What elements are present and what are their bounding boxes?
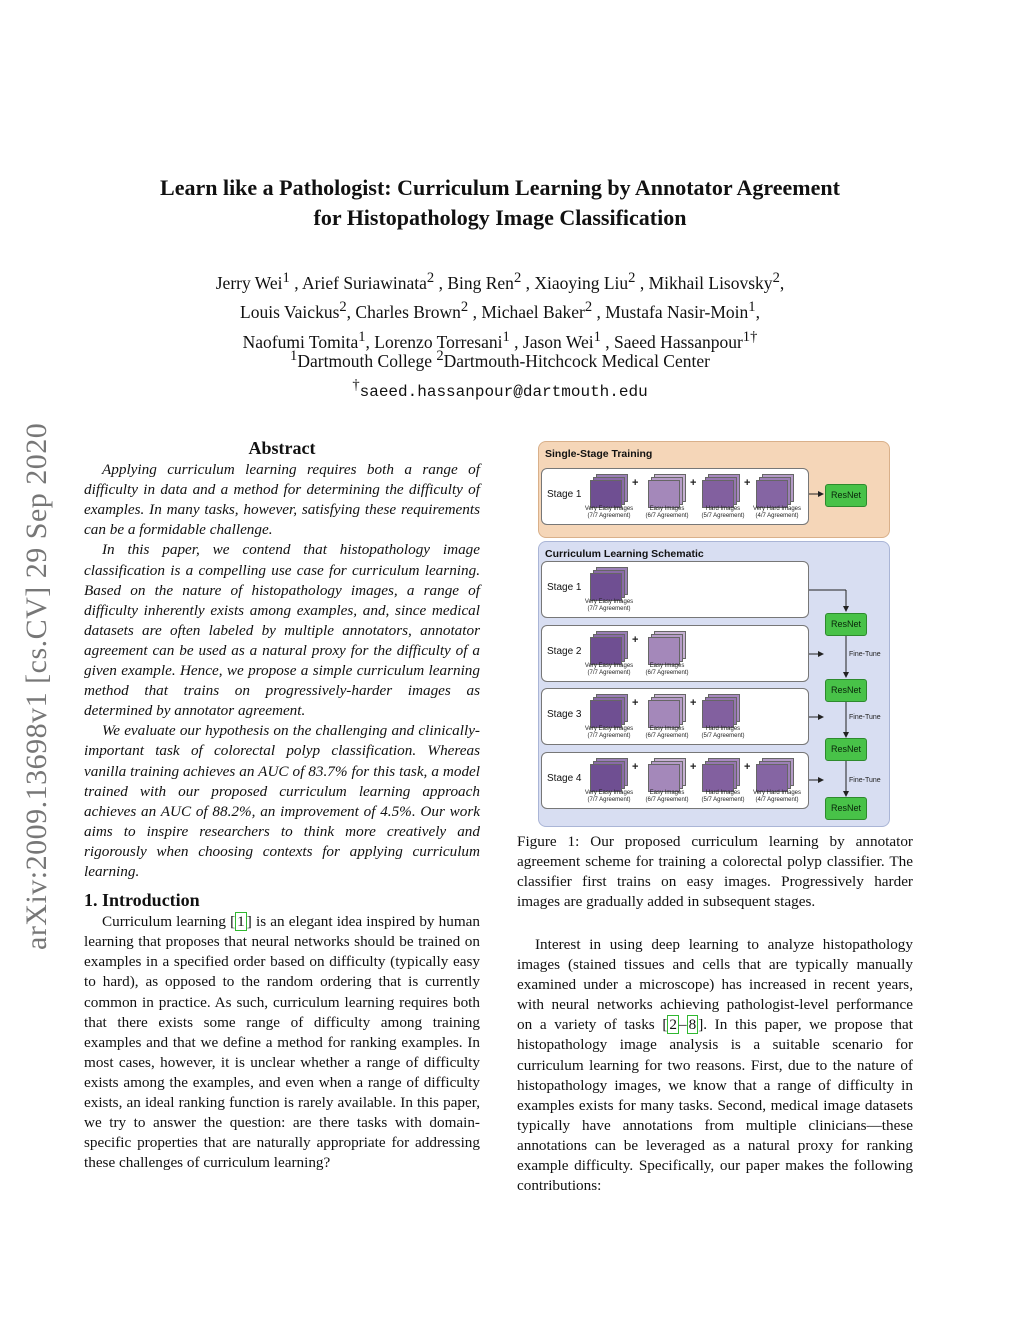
citation-link[interactable]: 1 [237, 913, 245, 931]
author-name: Jason Wei [522, 331, 594, 352]
author-list [140, 266, 860, 354]
figure-1 [538, 441, 890, 825]
citation-link[interactable]: 8 [688, 1016, 697, 1034]
body-text-b: ]. In this paper, we propose that histopathology image analysis is a suitable scenario for curriculum learning for two reasons. First, due to the nature of histopathology images, we know that a range of difficulty in examples exists for many tasks. Second, medical image datasets typically have annotations from multiple clinicians—these annotations can be leveraged as a natural proxy for ranking example difficulty. Specifically, our paper makes the following contributions: [517, 1016, 913, 1195]
affiliation-line [140, 344, 860, 373]
very-easy-caption: Very Easy Images (7/7 Agreement) [584, 506, 634, 519]
stage-1-box [541, 561, 809, 618]
resnet-model-box: ResNet [825, 797, 867, 820]
hard-image-stack [702, 474, 740, 506]
author-name: Mikhail Lisovsky [648, 272, 773, 293]
easy-caption: Easy Images (6/7 Agreement) [645, 726, 689, 739]
plus-sign: + [632, 634, 639, 646]
author-affil-sup: 2 [426, 270, 435, 286]
author-affil-sup: 1 [748, 299, 756, 316]
stage-label: Stage 2 [547, 646, 582, 657]
author-affil-sup: 1 [282, 270, 290, 286]
arxiv-identifier-text: arXiv:2009.13698v1 [cs.CV] 29 Sep 2020 [20, 422, 53, 950]
author-separator: , [521, 272, 535, 293]
hard-image-stack [702, 694, 740, 726]
author-name: Naofumi Tomita [242, 331, 359, 352]
dagger-mark: † [352, 376, 360, 393]
plus-sign: + [690, 477, 697, 489]
plus-sign: + [690, 761, 697, 773]
right-column-text [517, 935, 913, 1196]
plus-sign: + [632, 697, 639, 709]
easy-image-stack [648, 631, 686, 663]
single-stage-box [541, 468, 809, 525]
fine-tune-label: Fine-Tune [849, 651, 881, 658]
very-easy-image-stack [590, 567, 628, 599]
citation-link[interactable]: 2 [669, 1016, 677, 1034]
title-line-2: for Histopathology Image Classification [313, 205, 687, 230]
hard-image-stack [702, 758, 740, 790]
very-hard-caption: Very Hard Images (4/7 Agreement) [752, 790, 802, 803]
resnet-model-box: ResNet [825, 738, 867, 761]
hard-caption: Hard Images (5/7 Agreement) [701, 790, 745, 803]
author-affil-sup: 2 [772, 270, 780, 286]
author-name: Mustafa Nasir-Moin [605, 302, 749, 323]
author-name: Xiaoying Liu [534, 272, 629, 293]
resnet-model-box: ResNet [825, 484, 867, 507]
author-affil-sup: 1 [358, 328, 366, 345]
stage-label: Stage 4 [547, 773, 582, 784]
affil-institution-1: Dartmouth College [297, 350, 437, 371]
author-name: Saeed Hassanpour [614, 331, 743, 352]
single-stage-title: Single-Stage Training [545, 448, 653, 460]
author-separator: , [509, 331, 523, 352]
plus-sign: + [690, 697, 697, 709]
intro-text-b: ] is an elegant idea inspired by human learning that proposes that neural networks should be trained on examples in a specified order based on difficulty (typically easy to hard), as opposed to the random ordering that is currently common in practice. As such, curriculum learning requires both that there exists some range of difficulty among training examples and that we define a method for ranking examples. In most cases, however, it is unclear whether a range of difficulty exists among the examples, and even when a range of difficulty exists, an ideal ranking function is rarely available. In this paper, we try to answer the question: are there tasks with domain-specific properties that are naturally appropriate for addressing these challenges of curriculum learning? [84, 913, 481, 1172]
citation-range-dash: – [679, 1016, 687, 1034]
author-affil-sup: 1† [742, 328, 758, 345]
abstract-paragraph: In this paper, we contend that histopathology image classification is a compelling use case for curriculum learning. Based on the nature of histopathology images, a range of difficulty inherently exists among examples, and, since medical datasets are often labeled by multiple annotators, annotator agreement can be used as a natural proxy for the difficulty of a given example. Hence, we propose a simple curriculum learning method that trains on progressively-harder images as determined by annotator agreement. [84, 541, 480, 720]
hard-caption: Hard Images (5/7 Agreement) [701, 726, 745, 739]
author-name: Charles Brown [355, 302, 461, 323]
affil-institution-2: Dartmouth-Hitchcock Medical Center [443, 350, 710, 371]
author-separator: , [755, 302, 760, 323]
author-separator: , [635, 272, 649, 293]
plus-sign: + [744, 477, 751, 489]
author-line-2 [140, 295, 860, 324]
body-text-a: Interest in using deep learning to analyze histopathology images (stained tissues and cells that are typically manually examined under a microscope) has increased in recent years, with neural networks achieving pathologist-level performance on a variety of tasks [ [517, 936, 913, 1034]
very-easy-image-stack [590, 694, 628, 726]
easy-caption: Easy Images (6/7 Agreement) [645, 663, 689, 676]
stage-label: Stage 3 [547, 709, 582, 720]
resnet-model-box: ResNet [825, 679, 867, 702]
plus-sign: + [744, 761, 751, 773]
abstract-body [84, 460, 480, 882]
easy-caption: Easy Images (6/7 Agreement) [645, 506, 689, 519]
stage-label: Stage 1 [547, 489, 582, 500]
figure-caption: Figure 1: Our proposed curriculum learning by annotator agreement scheme for training a colorectal polyp classifier. The classifier first trains on easy images. Progressively harder images are gradually added in subsequent stages. [517, 833, 913, 910]
stage-label: Stage 1 [547, 582, 582, 593]
author-affil-sup: 1 [593, 328, 601, 345]
author-name: Louis Vaickus [240, 302, 340, 323]
very-easy-image-stack [590, 631, 628, 663]
author-name: Bing Ren [447, 272, 514, 293]
author-name: Michael Baker [481, 302, 585, 323]
very-easy-caption: Very Easy Images (7/7 Agreement) [584, 599, 634, 612]
author-affil-sup: 2 [584, 299, 593, 316]
very-easy-caption: Very Easy Images (7/7 Agreement) [584, 663, 634, 676]
body-paragraph [517, 935, 913, 1196]
hard-caption: Hard Images (5/7 Agreement) [701, 506, 745, 519]
plus-sign: + [632, 761, 639, 773]
resnet-model-box: ResNet [825, 613, 867, 636]
easy-caption: Easy Images (6/7 Agreement) [645, 790, 689, 803]
plus-sign: + [632, 477, 639, 489]
author-line-1 [140, 266, 860, 295]
left-column [84, 438, 480, 1173]
author-separator: , [434, 272, 448, 293]
paper-title [100, 173, 900, 233]
author-separator: , [600, 331, 615, 352]
author-separator: , [468, 302, 482, 323]
email-line [140, 373, 860, 404]
title-line-1: Learn like a Pathologist: Curriculum Learning by Annotator Agreement [160, 175, 840, 200]
abstract-heading: Abstract [248, 438, 316, 458]
stage-2-box [541, 625, 809, 682]
stage-4-box [541, 752, 809, 809]
stage-3-box [541, 688, 809, 745]
author-separator: , [779, 272, 785, 293]
affil-sup-1: 1 [290, 348, 298, 364]
fine-tune-label: Fine-Tune [849, 714, 881, 721]
author-affil-sup: 2 [513, 270, 522, 286]
abstract-paragraph: We evaluate our hypothesis on the challenging and clinically-important task of colorectal polyp classification. Whereas vanilla training achieves an AUC of 83.7% for this task, a model trained with our proposed curriculum learning approach achieves an AUC of 88.2%, an improvement of 4.5%. Our work aims to inspire researchers to think more creatively and rigorously when choosing contexts for applying curriculum learning. [84, 722, 480, 880]
abstract-paragraph: Applying curriculum learning requires both a range of difficulty in data and a method for determining the difficulty of examples. In many tasks, however, satisfying these requirements can be a formidable challenge. [84, 461, 480, 539]
author-name: Lorenzo Torresani [374, 331, 503, 352]
author-separator: , [365, 331, 375, 352]
easy-image-stack [648, 474, 686, 506]
author-affil-sup: 1 [502, 328, 510, 345]
very-hard-image-stack [756, 474, 794, 506]
very-easy-caption: Very Easy Images (7/7 Agreement) [584, 790, 634, 803]
very-hard-caption: Very Hard Images (4/7 Agreement) [752, 506, 802, 519]
author-name: Jerry Wei [215, 272, 283, 293]
author-separator: , [346, 302, 356, 323]
introduction-paragraph [84, 912, 480, 1173]
easy-image-stack [648, 758, 686, 790]
author-name: Arief Suriawinata [302, 272, 427, 293]
easy-image-stack [648, 694, 686, 726]
intro-text-a: Curriculum learning [ [102, 913, 236, 931]
author-separator: , [592, 302, 606, 323]
very-easy-image-stack [590, 758, 628, 790]
very-hard-image-stack [756, 758, 794, 790]
author-separator: , [289, 272, 303, 293]
affil-sup-2: 2 [436, 348, 444, 364]
author-affil-sup: 2 [339, 299, 347, 316]
very-easy-image-stack [590, 474, 628, 506]
fine-tune-label: Fine-Tune [849, 777, 881, 784]
author-affil-sup: 2 [460, 299, 469, 316]
very-easy-caption: Very Easy Images (7/7 Agreement) [584, 726, 634, 739]
introduction-heading: 1. Introduction [84, 890, 200, 911]
author-affil-sup: 2 [628, 270, 636, 286]
contact-email[interactable]: saeed.hassanpour@dartmouth.edu [359, 382, 648, 401]
affiliations [140, 344, 860, 404]
curriculum-title: Curriculum Learning Schematic [545, 548, 704, 560]
introduction-body [84, 912, 480, 1173]
